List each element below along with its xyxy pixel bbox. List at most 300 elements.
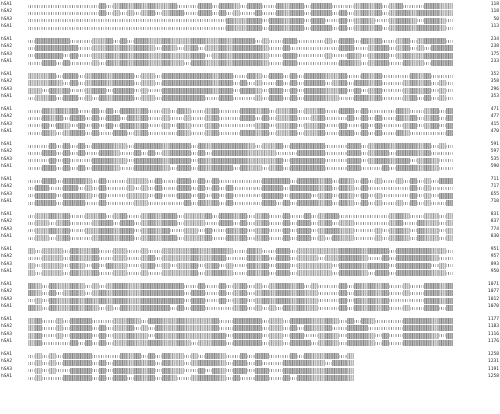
residue-cell (283, 270, 290, 276)
residue-cell (417, 25, 424, 31)
residue-cell (276, 270, 283, 276)
residue-cell (396, 38, 403, 44)
residue-cell (361, 150, 368, 156)
residue-cell (446, 270, 453, 276)
residue-cell (226, 150, 233, 156)
residue-cell (283, 158, 290, 164)
residue-cell (28, 248, 35, 254)
alignment-row (0, 213, 500, 219)
residue-cell (304, 3, 311, 9)
residue-cell (283, 3, 290, 9)
residue-cell (439, 38, 446, 44)
residue-cell (311, 220, 318, 226)
residue-cell (127, 53, 134, 59)
residue-cell (99, 178, 106, 184)
residue-cell (198, 305, 205, 311)
residue-cell (339, 213, 346, 219)
residue-cell (269, 123, 276, 129)
sequence-name: hSA1 (1, 374, 13, 380)
residue-cell (439, 298, 446, 304)
residue-cell (120, 53, 127, 59)
residue-cell (283, 263, 290, 269)
residue-cell (42, 165, 49, 171)
residue-cell (219, 18, 226, 24)
residue-cell (127, 178, 134, 184)
residue-cell (148, 73, 155, 79)
residue-cell (424, 298, 431, 304)
residue-cell (255, 325, 262, 331)
alignment-row (0, 123, 500, 129)
residue-cell (240, 108, 247, 114)
residue-cell (439, 53, 446, 59)
sequence-track (28, 143, 453, 149)
residue-cell (212, 25, 219, 31)
residue-cell (269, 353, 276, 359)
residue-cell (255, 53, 262, 59)
residue-cell (63, 38, 70, 44)
residue-cell (63, 325, 70, 331)
residue-cell (332, 353, 339, 359)
residue-cell (212, 150, 219, 156)
residue-cell (28, 368, 35, 374)
residue-cell (92, 123, 99, 129)
residue-cell (269, 263, 276, 269)
residue-cell (198, 45, 205, 51)
residue-cell (177, 73, 184, 79)
residue-cell (198, 340, 205, 346)
residue-cell (389, 143, 396, 149)
residue-cell (127, 193, 134, 199)
residue-cell (439, 80, 446, 86)
residue-cell (63, 88, 70, 94)
residue-cell (375, 18, 382, 24)
residue-cell (198, 360, 205, 366)
residue-cell (311, 38, 318, 44)
residue-cell (85, 53, 92, 59)
residue-cell (120, 45, 127, 51)
residue-cell (262, 73, 269, 79)
alignment-row (0, 130, 500, 136)
residue-cell (226, 220, 233, 226)
residue-cell (389, 178, 396, 184)
residue-cell (212, 60, 219, 66)
sequence-track (28, 60, 453, 66)
residue-cell (106, 10, 113, 16)
residue-cell (361, 130, 368, 136)
residue-cell (382, 3, 389, 9)
residue-cell (318, 185, 325, 191)
residue-cell (446, 25, 453, 31)
sequence-name: hSA1 (1, 72, 13, 77)
residue-cell (233, 10, 240, 16)
residue-cell (347, 248, 354, 254)
residue-cell (120, 248, 127, 254)
residue-cell (410, 143, 417, 149)
residue-cell (361, 108, 368, 114)
residue-cell (431, 248, 438, 254)
residue-cell (99, 318, 106, 324)
residue-cell (325, 10, 332, 16)
residue-cell (85, 193, 92, 199)
residue-cell (85, 123, 92, 129)
residue-cell (269, 60, 276, 66)
residue-cell (120, 95, 127, 101)
residue-position: 1183 (487, 324, 499, 330)
residue-cell (184, 80, 191, 86)
residue-cell (304, 325, 311, 331)
residue-cell (28, 360, 35, 366)
residue-cell (28, 185, 35, 191)
alignment-row (0, 73, 500, 79)
residue-cell (134, 25, 141, 31)
residue-cell (28, 108, 35, 114)
residue-cell (318, 325, 325, 331)
residue-cell (148, 80, 155, 86)
residue-cell (212, 185, 219, 191)
residue-cell (219, 158, 226, 164)
residue-cell (368, 318, 375, 324)
residue-cell (212, 220, 219, 226)
residue-cell (368, 193, 375, 199)
residue-cell (439, 270, 446, 276)
alignment-block (0, 248, 500, 276)
residue-cell (184, 375, 191, 381)
residue-cell (382, 158, 389, 164)
residue-cell (162, 38, 169, 44)
residue-cell (276, 88, 283, 94)
residue-cell (177, 165, 184, 171)
residue-cell (127, 305, 134, 311)
residue-cell (99, 95, 106, 101)
residue-cell (85, 3, 92, 9)
residue-cell (439, 220, 446, 226)
residue-cell (361, 193, 368, 199)
residue-cell (219, 368, 226, 374)
residue-cell (375, 213, 382, 219)
residue-cell (148, 193, 155, 199)
residue-cell (134, 248, 141, 254)
residue-cell (354, 228, 361, 234)
residue-cell (255, 60, 262, 66)
residue-cell (368, 10, 375, 16)
residue-cell (134, 360, 141, 366)
residue-cell (240, 53, 247, 59)
residue-cell (35, 263, 42, 269)
residue-cell (368, 18, 375, 24)
residue-cell (410, 340, 417, 346)
residue-cell (141, 270, 148, 276)
residue-cell (106, 45, 113, 51)
residue-cell (70, 185, 77, 191)
residue-cell (191, 95, 198, 101)
residue-cell (396, 305, 403, 311)
residue-cell (354, 270, 361, 276)
residue-cell (141, 178, 148, 184)
residue-cell (262, 360, 269, 366)
residue-cell (56, 290, 63, 296)
residue-cell (212, 353, 219, 359)
residue-cell (396, 283, 403, 289)
residue-cell (325, 185, 332, 191)
residue-cell (410, 333, 417, 339)
residue-cell (120, 10, 127, 16)
residue-cell (127, 325, 134, 331)
residue-cell (212, 213, 219, 219)
residue-cell (247, 95, 254, 101)
residue-cell (198, 353, 205, 359)
residue-cell (56, 193, 63, 199)
sequence-name: hSA1 (1, 352, 13, 357)
residue-cell (297, 353, 304, 359)
residue-cell (368, 38, 375, 44)
residue-cell (439, 325, 446, 331)
alignment-block (0, 353, 500, 381)
residue-cell (127, 123, 134, 129)
residue-cell (332, 185, 339, 191)
residue-cell (233, 368, 240, 374)
residue-cell (368, 53, 375, 59)
residue-cell (113, 360, 120, 366)
residue-cell (49, 360, 56, 366)
residue-cell (226, 333, 233, 339)
residue-cell (262, 213, 269, 219)
alignment-row (0, 353, 500, 359)
residue-cell (70, 193, 77, 199)
alignment-row (0, 318, 500, 324)
residue-cell (42, 73, 49, 79)
residue-position: 471 (490, 107, 499, 112)
residue-cell (311, 165, 318, 171)
residue-cell (311, 53, 318, 59)
residue-cell (318, 248, 325, 254)
residue-cell (424, 340, 431, 346)
residue-cell (389, 235, 396, 241)
residue-cell (226, 193, 233, 199)
residue-cell (276, 53, 283, 59)
residue-cell (318, 95, 325, 101)
residue-cell (191, 255, 198, 261)
residue-cell (240, 333, 247, 339)
residue-cell (290, 115, 297, 121)
residue-cell (417, 115, 424, 121)
residue-cell (318, 38, 325, 44)
alignment-block (0, 3, 500, 31)
residue-cell (396, 248, 403, 254)
residue-cell (276, 165, 283, 171)
residue-cell (70, 10, 77, 16)
residue-cell (325, 53, 332, 59)
residue-cell (439, 143, 446, 149)
residue-position: 535 (490, 156, 499, 162)
residue-cell (283, 290, 290, 296)
residue-cell (339, 10, 346, 16)
residue-cell (198, 220, 205, 226)
residue-cell (403, 10, 410, 16)
alignment-row (0, 165, 500, 171)
residue-cell (219, 80, 226, 86)
residue-cell (446, 228, 453, 234)
residue-cell (191, 18, 198, 24)
residue-cell (212, 3, 219, 9)
residue-cell (439, 10, 446, 16)
residue-cell (431, 38, 438, 44)
residue-cell (283, 255, 290, 261)
residue-cell (191, 290, 198, 296)
alignment-row (0, 45, 500, 51)
residue-cell (240, 213, 247, 219)
residue-cell (141, 248, 148, 254)
residue-cell (431, 235, 438, 241)
residue-cell (439, 248, 446, 254)
residue-cell (148, 235, 155, 241)
residue-cell (403, 130, 410, 136)
residue-cell (318, 305, 325, 311)
residue-cell (269, 200, 276, 206)
residue-cell (382, 283, 389, 289)
residue-cell (127, 185, 134, 191)
residue-cell (403, 235, 410, 241)
residue-cell (332, 45, 339, 51)
residue-cell (134, 193, 141, 199)
residue-cell (361, 115, 368, 121)
residue-position: 477 (490, 114, 499, 120)
residue-cell (417, 3, 424, 9)
residue-cell (148, 325, 155, 331)
residue-cell (446, 88, 453, 94)
residue-cell (240, 18, 247, 24)
residue-cell (318, 165, 325, 171)
residue-cell (410, 10, 417, 16)
sequence-name: hSA3 (1, 331, 13, 337)
residue-cell (382, 290, 389, 296)
residue-cell (339, 53, 346, 59)
residue-cell (226, 248, 233, 254)
residue-cell (226, 10, 233, 16)
residue-cell (205, 108, 212, 114)
residue-cell (113, 353, 120, 359)
residue-cell (276, 108, 283, 114)
sequence-name: hSA1 (1, 282, 13, 287)
residue-cell (339, 353, 346, 359)
sequence-track (28, 255, 453, 261)
residue-cell (162, 95, 169, 101)
residue-cell (99, 325, 106, 331)
residue-cell (339, 220, 346, 226)
sequence-track (28, 25, 453, 31)
residue-cell (318, 298, 325, 304)
residue-cell (63, 130, 70, 136)
residue-cell (134, 88, 141, 94)
residue-cell (85, 18, 92, 24)
residue-cell (191, 263, 198, 269)
residue-cell (184, 213, 191, 219)
residue-cell (311, 130, 318, 136)
residue-cell (361, 143, 368, 149)
residue-cell (177, 88, 184, 94)
residue-cell (255, 165, 262, 171)
alignment-row (0, 368, 500, 374)
residue-cell (70, 305, 77, 311)
residue-cell (226, 123, 233, 129)
residue-cell (297, 45, 304, 51)
residue-position: 118 (490, 2, 499, 7)
residue-cell (403, 165, 410, 171)
residue-cell (247, 130, 254, 136)
residue-cell (127, 290, 134, 296)
residue-cell (205, 235, 212, 241)
residue-position: 1258 (487, 352, 499, 357)
residue-cell (113, 248, 120, 254)
residue-cell (276, 3, 283, 9)
residue-cell (410, 318, 417, 324)
residue-cell (219, 235, 226, 241)
residue-cell (127, 353, 134, 359)
sequence-track (28, 318, 453, 324)
residue-cell (403, 108, 410, 114)
residue-cell (240, 368, 247, 374)
residue-cell (396, 178, 403, 184)
residue-cell (382, 340, 389, 346)
residue-cell (106, 80, 113, 86)
residue-cell (247, 165, 254, 171)
residue-cell (424, 45, 431, 51)
residue-cell (269, 193, 276, 199)
alignment-block (0, 143, 500, 171)
residue-cell (42, 185, 49, 191)
residue-cell (389, 340, 396, 346)
residue-cell (255, 220, 262, 226)
residue-cell (255, 255, 262, 261)
residue-cell (191, 270, 198, 276)
residue-cell (290, 298, 297, 304)
residue-cell (255, 38, 262, 44)
residue-cell (106, 213, 113, 219)
residue-cell (262, 95, 269, 101)
residue-cell (332, 178, 339, 184)
residue-cell (170, 80, 177, 86)
residue-cell (49, 80, 56, 86)
residue-cell (304, 200, 311, 206)
residue-cell (177, 283, 184, 289)
residue-cell (325, 248, 332, 254)
residue-cell (120, 298, 127, 304)
residue-cell (148, 248, 155, 254)
residue-cell (375, 123, 382, 129)
residue-cell (403, 80, 410, 86)
residue-cell (106, 108, 113, 114)
residue-cell (347, 193, 354, 199)
residue-cell (247, 248, 254, 254)
residue-cell (439, 88, 446, 94)
residue-cell (368, 80, 375, 86)
residue-cell (332, 3, 339, 9)
residue-cell (49, 123, 56, 129)
residue-cell (63, 353, 70, 359)
residue-cell (247, 108, 254, 114)
residue-cell (205, 325, 212, 331)
residue-cell (255, 25, 262, 31)
residue-cell (184, 3, 191, 9)
residue-cell (240, 60, 247, 66)
residue-cell (439, 25, 446, 31)
alignment-row (0, 305, 500, 311)
residue-cell (141, 375, 148, 381)
residue-cell (49, 185, 56, 191)
residue-cell (191, 283, 198, 289)
residue-cell (290, 108, 297, 114)
residue-cell (212, 45, 219, 51)
residue-cell (375, 298, 382, 304)
